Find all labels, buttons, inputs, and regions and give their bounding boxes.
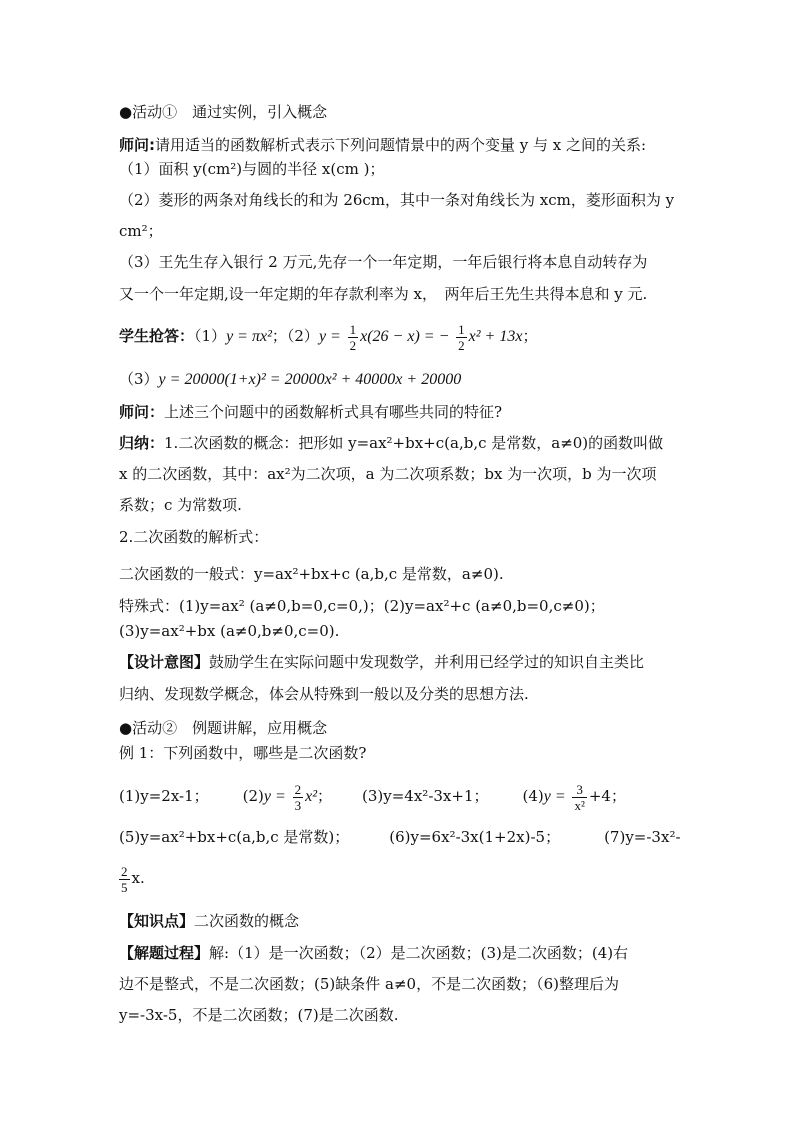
teacher-question-1: 师问:请用适当的函数解析式表示下列问题情景中的两个变量 y 与 x 之间的关系: [119,136,647,154]
solution-line-3: y=-3x-5，不是二次函数；(7)是二次函数. [119,1006,399,1024]
summary-line-4: 2.二次函数的解析式： [119,528,269,546]
fraction-one-half-2: $\frac{1}{2}$ [458,321,465,353]
example-options-row-1: (1)y=2x-1； (2)y = $\frac{2}{3}$ x²； (3)y=4x²-3x+1； (4)y = $\frac{3}{\text{x²}}$ +4； [119,781,626,813]
example-question: 例 1：下列函数中，哪些是二次函数? [119,744,367,762]
fraction-two-thirds: $\frac{2}{3}$ [294,781,302,813]
solution-line-1: 【解题过程】解:（1）是一次函数；（2）是二次函数；(3)是二次函数；(4)右 [119,944,629,962]
knowledge-label: 【知识点】 [119,912,195,930]
knowledge-point: 【知识点】二次函数的概念 [119,912,300,930]
item-2-line-1: （2）菱形的两条对角线长的和为 26cm，其中一条对角线长为 xcm，菱形面积为 y [119,191,675,209]
teacher-label: 师问: [119,136,155,154]
activity-1-heading: ●活动① 通过实例，引入概念 [119,103,328,121]
summary-special-forms-1: 特殊式：(1)y=ax² (a≠0,b=0,c=0,)；(2)y=ax²+c (a≠0,b=0,c≠0)； [119,597,605,615]
summary-special-forms-2: (3)y=ax²+bx (a≠0,b≠0,c=0). [119,622,340,640]
example-options-row-2: (5)y=ax²+bx+c(a,b,c 是常数)； (6)y=6x²-3x(1+2x)-5； (7)y=-3x²- [119,828,681,846]
solution-label: 【解题过程】 [119,944,210,962]
student-label: 学生抢答： [119,327,195,345]
summary-label: 归纳： [119,434,165,452]
solution-line-2: 边不是整式，不是二次函数；(5)缺条件 a≠0，不是二次函数；（6)整理后为 [119,975,619,993]
summary-line-2: x 的二次函数，其中：ax²为二次项，a 为二次项系数；bx 为一次项，b 为一次项 [119,465,657,483]
example-option-7-continued: $\frac{2}{5}$ x. [121,863,145,895]
teacher-question-2: 师问：上述三个问题中的函数解析式具有哪些共同的特征? [119,403,503,421]
answer-3-equation: y = 20000(1+x)² = 20000x² + 40000x + 20000 [158,371,462,388]
design-intent-label: 【设计意图】 [119,653,210,671]
item-3-line-2: 又一个一年定期,设一年定期的年存款利率为 x， 两年后王先生共得本息和 y 元. [119,285,648,303]
fraction-two-fifths: $\frac{2}{5}$ [121,863,128,895]
summary-general-form: 二次函数的一般式：y=ax²+bx+c (a,b,c 是常数，a≠0). [119,565,504,583]
activity-2-heading: ●活动② 例题讲解，应用概念 [119,719,328,737]
design-intent-line-1: 【设计意图】鼓励学生在实际问题中发现数学，并利用已经学过的知识自主类比 [119,653,645,671]
item-1: （1）面积 y(cm²)与圆的半径 x(cm )； [119,160,385,178]
design-intent-line-2: 归纳、发现数学概念，体会从特殊到一般以及分类的思想方法. [119,685,529,703]
item-3-line-1: （3）王先生存入银行 2 万元,先存一个一年定期，一年后银行将本息自动转存为 [119,253,648,271]
item-2-line-2: cm²； [119,222,163,240]
student-answers-row: 学生抢答：（1）y = πx²；（2）y = $\frac{1}{2}$ x(26 − x) = − $\frac{1}{2}$ x² + 13x； [119,321,538,353]
summary-line-1: 归纳：1.二次函数的概念：把形如 y=ax²+bx+c(a,b,c 是常数，a≠0)的函数叫做 [119,434,664,452]
answer-3-row: （3）y = 20000(1+x)² = 20000x² + 40000x + 20000 [119,370,462,388]
fraction-one-half: $\frac{1}{2}$ [349,321,357,353]
fraction-three-over-x-squared: $\frac{3}{\text{x²}}$ [574,781,585,813]
summary-line-3: 系数；c 为常数项. [119,496,242,514]
answer-1-equation: y = πx² [226,328,272,345]
